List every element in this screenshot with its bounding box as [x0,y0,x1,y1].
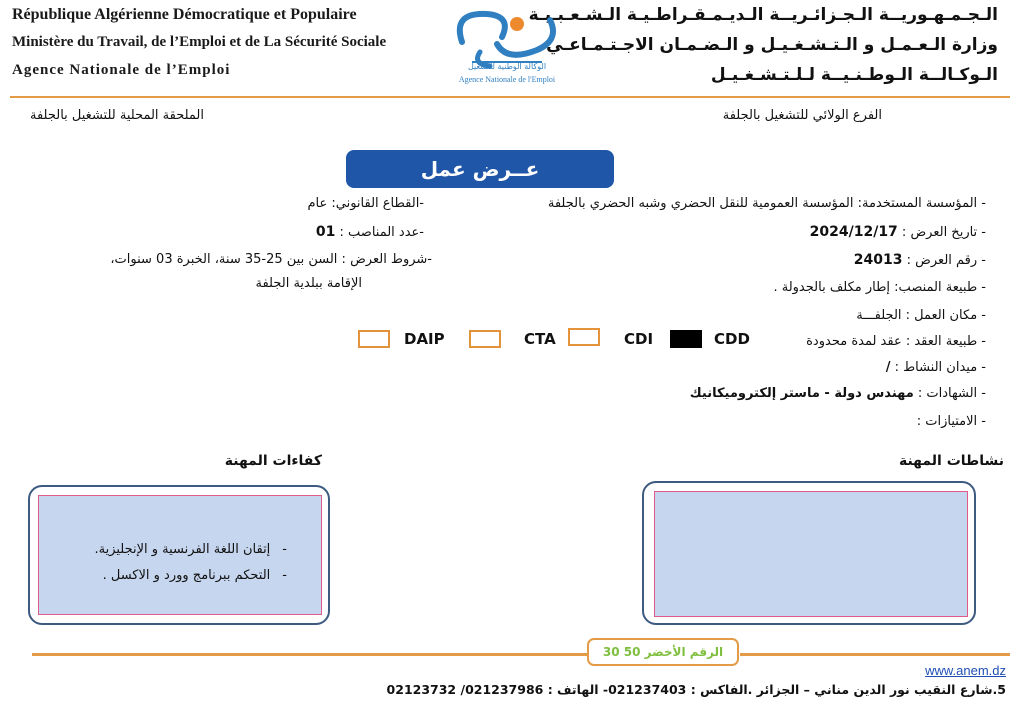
branch-left: الملحقة المحلية للتشغيل بالجلفة [30,108,205,123]
field-contract-nature: - طبيعة العقد : عقد لمدة محدودة [806,334,986,349]
field-offer-number: - رقم العرض : 24013 [853,252,986,268]
header-ar-line3: الـوكـالــة الـوطـنـيــة لـلـتـشـغـيـل [710,65,998,85]
header-ar-line2: وزارة الـعـمـل و الـتـشـغـيـل و الـضـمـان الاجـتـمـاعـي [546,35,998,55]
skills-panel-inner [38,495,322,615]
green-number-box: الرقم الأخضر 50 30 [587,638,739,666]
anem-logo [442,2,572,90]
checkbox-cdi[interactable] [568,328,600,346]
checkbox-cta[interactable] [469,330,501,348]
activities-panel [642,481,976,625]
header-divider [10,96,1010,98]
field-conditions-residence: الإقامة ببلدية الجلفة [255,276,362,291]
field-legal-sector: -القطاع القانوني: عام [307,196,424,211]
skills-panel [28,485,330,625]
footer-address: 5.شارع النقيب نور الدين مناني – الجزائر .الفاكس : 021237403- الهاتف : 021237986/ 02123732 [386,682,1006,697]
activities-title: نشاطات المهنة [898,453,1004,469]
checkbox-cdd[interactable] [670,330,702,348]
field-benefits: - الامتيازات : [916,414,986,429]
label-cta: CTA [524,330,556,348]
field-post-nature: - طبيعة المنصب: إطار مكلف بالجدولة . [773,280,986,295]
label-daip: DAIP [404,330,445,348]
skill-item: -التحكم ببرنامج وورد و الاكسل . [102,568,287,583]
label-cdi: CDI [624,330,654,348]
field-workplace: - مكان العمل : الجلفـــة [856,308,986,323]
footer-divider-left [32,653,587,656]
bullet-dash-icon: - [282,568,287,583]
field-employer: - المؤسسة المستخدمة: المؤسسة العمومية للنقل الحضري وشبه الحضري بالجلفة [547,196,986,211]
skill-item: -إتقان اللغة الفرنسية و الإنجليزية. [94,542,287,557]
field-posts-count: -عدد المناصب : 01 [315,224,424,240]
logo-caption-ar: الوكالة الوطنية للتشغيل [467,62,547,71]
field-activity-domain: - ميدان النشاط : / [885,360,986,375]
website-link[interactable]: www.anem.dz [925,663,1006,678]
label-cdd: CDD [714,330,750,348]
header-fr-line1: République Algérienne Démocratique et Populaire [12,6,357,23]
header-fr-line2: Ministère du Travail, de l’Emploi et de La Sécurité Sociale [12,34,387,50]
header-ar-line1: الـجـمـهـوريــة الـجـزائـريــة الـديـمـقـراطـيـة الـشـعـبـيـة [528,5,998,25]
field-conditions: -شروط العرض : السن بين 25-35 سنة، الخبرة 03 سنوات، [110,252,432,267]
activities-panel-inner [654,491,968,617]
skills-title: كفاءات المهنة [224,453,322,469]
field-certificates: - الشهادات : مهندس دولة - ماستر إلكتروميكانيك [689,386,986,401]
header-fr-line3: Agence Nationale de l’Emploi [12,62,231,78]
checkbox-daip[interactable] [358,330,390,348]
branch-right: الفرع الولائي للتشغيل بالجلفة [722,108,882,123]
logo-caption-fr: Agence Nationale de l'Emploi [458,75,556,84]
bullet-dash-icon: - [282,542,287,557]
offer-banner: عــرض عمل [346,150,614,188]
footer-divider-right [740,653,1010,656]
field-offer-date: - تاريخ العرض : 2024/12/17 [809,224,986,240]
